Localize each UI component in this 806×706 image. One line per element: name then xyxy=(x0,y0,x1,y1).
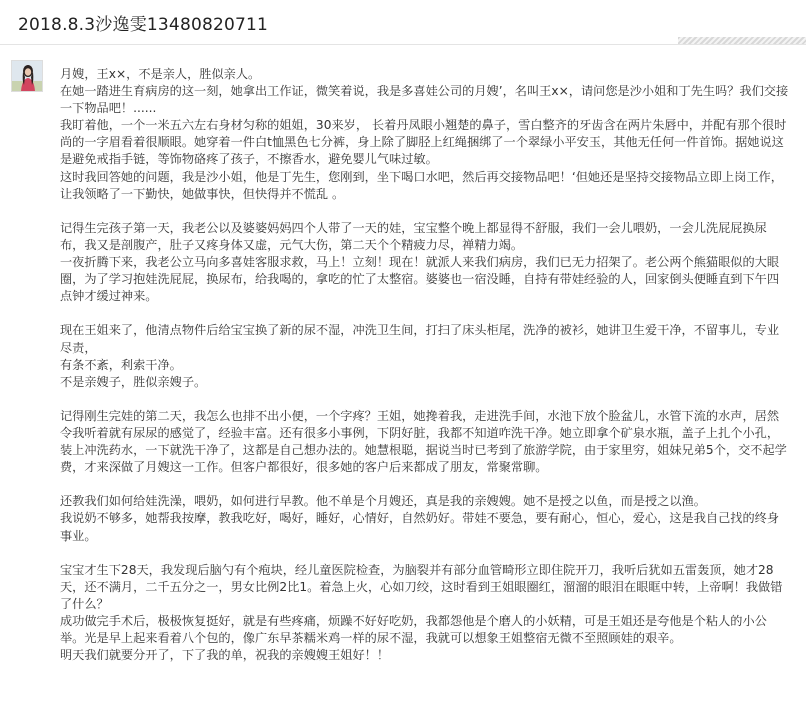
header-divider xyxy=(0,44,806,45)
paragraph-spacer xyxy=(60,203,790,220)
page-title: 2018.8.3沙逸雯13480820711 xyxy=(18,15,269,35)
post-paragraph: 还教我们如何给娃洗澡，喂奶，如何进行早教。他不单是个月嫂还，真是我的亲嫂嫂。她不是授之以鱼，而是授之以渔。 xyxy=(60,494,706,509)
post-paragraph: 在她一踏进生育病房的这一刻，她拿出工作证，微笑着说，我是多喜娃公司的月嫂’，名叫王x×，请问您是沙小姐和丁先生吗？我们交接一下物品吧！...... xyxy=(60,84,789,116)
user-avatar[interactable] xyxy=(11,60,43,92)
paragraph-spacer xyxy=(60,476,790,493)
post-paragraph: 这时我回答她的问题，我是沙小姐，他是丁先生，您刚到，坐下喝口水吧，然后再交接物品吧！‘但她还是坚持交接物品立即上岗工作，让我领略了一下勤快，她做事快，但快得并不慌乱 。 xyxy=(60,169,783,201)
post-paragraph: 有条不紊，利索干净。 xyxy=(60,357,182,372)
post-paragraph: 不是亲嫂子，胜似亲嫂子。 xyxy=(60,374,207,389)
post-paragraph: 我说奶不够多，她帮我按摩，教我吃好，喝好，睡好，心情好，自然奶好。带娃不要急，要有耐心，恒心，爱心，这是我自己找的终身事业。 xyxy=(60,511,780,543)
post-paragraph: 月嫂，王x×，不是亲人，胜似亲人。 xyxy=(60,67,261,81)
post-paragraph: 成功做完手术后，极极恢复挺好，就是有些疼痛，烦躁不好好吃奶，我都怨他是个磨人的小妖精，可是王姐还是夸他是个粘人的小公举。光是早上起来看着八个包的，像广东早茶糯米鸡一样的尿不湿，我就可以想象王姐整宿无微不至照顾娃的艰辛。 xyxy=(60,614,767,646)
post-paragraph: 记得刚生完娃的第二天，我怎么也排不出小便，一个字疼？王姐，她搀着我，走进洗手间，水池下放个脸盆儿，水管下流的水声，居然令我听着就有尿尿的感觉了，经验丰富。还有很多小事例，下阴好脏，我都不知道咋洗干净。她立即拿个矿泉水瓶，盖子上扎个小孔，装上冲洗药水，一下就洗干净了，这都是自己想办法的。她慧根聪，据说当时已考到了旅游学院，由于家里穷，姐妹兄弟5个，交不起学费，才来深做了月嫂这一工作。但客户都很好，很多她的客户后来都成了朋友，常聚常聊。 xyxy=(60,408,787,475)
post-body xyxy=(60,66,790,664)
avatar-photo-icon xyxy=(12,61,42,91)
post-paragraph: 记得生完孩子第一天，我老公以及婆婆妈妈四个人带了一天的娃，宝宝整个晚上都显得不舒服，我们一会儿喂奶，一会儿洗屁屁换尿布，我又是剖腹产，肚子又疼身体又虚，元气大伤，第二天个个精疲力尽，禅精力竭。 xyxy=(60,220,767,252)
post-paragraph: 现在王姐来了，他清点物件后给宝宝换了新的尿不湿，冲洗卫生间，打扫了床头柜尾，洗净的被衫，她讲卫生爱干净，不留事儿，专业尽责， xyxy=(60,323,780,355)
paragraph-spacer xyxy=(60,545,790,562)
paragraph-spacer xyxy=(60,391,790,408)
page-header xyxy=(0,0,806,44)
paragraph-spacer xyxy=(60,305,790,322)
post-paragraph: 宝宝才生下28天，我发现后脑勺有个疱块，经儿童医院检查，为脑裂并有部分血管畸形立即住院开刀，我听后犹如五雷轰顶，她才28天，还不满月，二千五分之一，男女比例2比1。着急上火，心如刀绞，这时看到王姐眼圈红，溜溜的眼泪在眼眶中转，上帝啊！我做错了什么？ xyxy=(60,562,783,611)
post-paragraph: 一夜折腾下来，我老公立马向多喜娃客服求救，马上！立刻！现在！就派人来我们病房，我们已无力招架了。老公两个熊猫眼似的大眼圈，为了学习抱娃洗屁屁，换尿布，给我喝的，拿吃的忙了太整宿。婆婆也一宿没睡，自持有带娃经验的人，回家倒头便睡直到下午四点钟才缓过神来。 xyxy=(60,255,780,304)
post-paragraph: 我盯着他，一个一米五六左右身材匀称的姐姐，30来岁， 长着丹凤眼小翘楚的鼻子，雪白整齐的牙齿含在两片朱唇中，并配有那个很时尚的一字眉看着很顺眼。她穿着一件白t恤黑色七分裤，身上除了脚胫上红绳捆绑了一个翠绿小平安玉，其他无任何一件首饰。据她说这是避免戒指手链，等饰物硌疼了孩子，不擦香水，避免婴儿气味过敏。 xyxy=(60,118,787,167)
post-paragraph: 明天我们就要分开了，下了我的单，祝我的亲嫂嫂王姐好！！ xyxy=(60,648,390,663)
